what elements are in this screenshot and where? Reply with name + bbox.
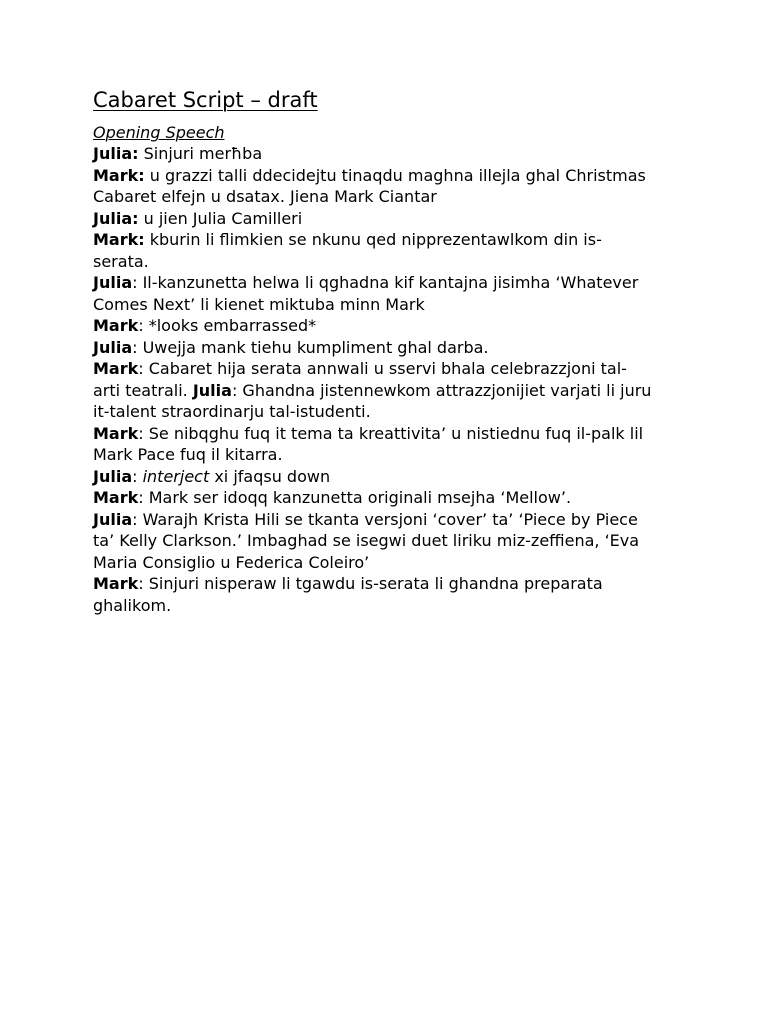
line-text: : Mark ser idoqq kanzunetta originali msejha ‘Mellow’. — [138, 488, 572, 507]
script-line — [93, 337, 653, 359]
speaker-label: Mark — [93, 359, 139, 378]
line-text: kburin li flimkien se nkunu qed nipprezentawlkom din is-serata. — [93, 230, 602, 271]
script-line — [93, 315, 653, 337]
line-text: : Sinjuri nisperaw li tgawdu is-serata li ghandna preparata ghalikom. — [93, 574, 603, 615]
line-text: u grazzi talli ddecidejtu tinaqdu maghna illejla ghal Christmas Cabaret elfejn u dsatax. Jiena Mark Ciantar — [93, 165, 646, 206]
line-text: : — [132, 466, 143, 486]
line-text: : Warajh Krista Hili se tkanta versjoni ‘cover’ ta’ ‘Piece by Piece ta’ Kelly Clarkson.’ Imbaghad se isegwi duet liriku miz-zeffiena, ‘Eva Maria Consiglio u Federica Coleiro’ — [93, 509, 640, 572]
speaker-label: Mark — [93, 423, 139, 443]
speaker-label: Julia — [93, 337, 133, 357]
line-text: : Uwejja mank tiehu kumpliment ghal darba. — [132, 337, 489, 357]
script-body — [93, 143, 653, 616]
document-page — [93, 86, 653, 616]
script-line — [93, 272, 653, 315]
speaker-label: Julia — [93, 466, 133, 486]
section-heading: Opening Speech — [93, 123, 225, 142]
script-line — [93, 509, 653, 574]
script-line — [93, 143, 653, 165]
line-text: xi jfaqsu down — [209, 466, 331, 486]
line-text: : Se nibqghu fuq it tema ta kreattivita’ u nistiednu fuq il-palk lil Mark Pace fuq il kitarra. — [93, 423, 644, 464]
script-line — [93, 487, 653, 509]
line-text: : Cabaret hija serata annwali u sservi bhala celebrazzjoni tal-arti teatrali. — [93, 359, 627, 400]
stage-direction: interject — [142, 466, 210, 486]
speaker-label: Julia: — [93, 144, 139, 163]
inline-speaker-label: Julia — [192, 380, 232, 400]
script-line — [93, 573, 653, 616]
script-line — [93, 423, 653, 466]
line-text: u jien Julia Camilleri — [138, 208, 303, 228]
speaker-label: Mark: — [93, 230, 145, 249]
line-text: Sinjuri merħba — [138, 144, 263, 163]
script-line — [93, 208, 653, 230]
speaker-label: Mark — [93, 316, 139, 335]
script-line — [93, 358, 653, 423]
speaker-label: Julia: — [93, 208, 139, 228]
line-text: : Ghandna jistennewkom attrazzjonijiet varjati li juru it-talent straordinarju tal-istudenti. — [93, 380, 652, 421]
line-text: : *looks embarrassed* — [138, 316, 317, 335]
script-line — [93, 165, 653, 208]
speaker-label: Julia — [93, 509, 133, 529]
speaker-label: Julia — [93, 273, 133, 292]
script-line — [93, 466, 653, 488]
line-text: : Il-kanzunetta helwa li qghadna kif kantajna jisimha ‘Whatever Comes Next’ li kienet miktuba minn Mark — [93, 273, 639, 314]
speaker-label: Mark — [93, 488, 139, 507]
script-line — [93, 229, 653, 272]
speaker-label: Mark: — [93, 165, 145, 185]
speaker-label: Mark — [93, 574, 139, 593]
document-title: Cabaret Script – draft — [93, 88, 318, 112]
